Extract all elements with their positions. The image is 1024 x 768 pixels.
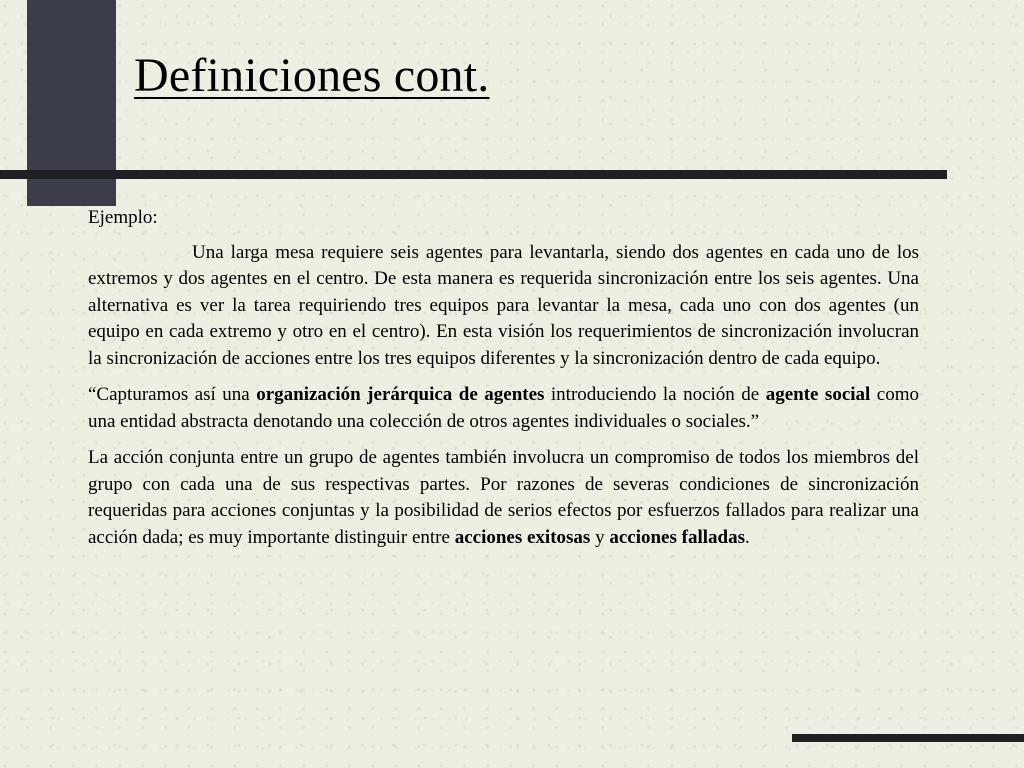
quote-bold-hierarchical-org: organización jerárquica de agentes (256, 384, 545, 405)
joint-bold-successful-actions: acciones exitosas (454, 526, 591, 548)
decorative-bottom-bar (792, 734, 1024, 742)
quote-text-2: introduciendo la noción de (544, 384, 766, 405)
decorative-top-bar (0, 170, 947, 179)
joint-text-3: . (744, 526, 750, 548)
quote-paragraph (88, 382, 919, 435)
quote-text-3: como una entidad abstracta denotando una colección de otros agentes individuales o sociales.” (88, 384, 919, 432)
joint-bold-failed-actions: acciones falladas (609, 526, 745, 548)
joint-text-2: y (590, 526, 610, 548)
slide-title: Definiciones cont. (134, 49, 490, 102)
joint-action-paragraph (88, 445, 919, 551)
slide-content (88, 205, 919, 551)
example-paragraph: Una larga mesa requiere seis agentes para levantarla, siendo dos agentes en cada uno de los extremos y dos agentes en el centro. De esta manera es requerida sincronización entre los seis agentes. Una alternativa es ver la tarea requiriendo tres equipos para levantar la mesa, cada uno con dos agentes (un equipo en cada extremo y otro en el centro). En esta visión los requerimientos de sincronización involucran la sincronización de acciones entre los tres equipos diferentes y la sincronización dentro de cada equipo. (88, 241, 919, 369)
example-label: Ejemplo: (88, 207, 158, 228)
joint-text-1: La acción conjunta entre un grupo de agentes también involucra un compromiso de todos los miembros del grupo con cada una de sus respectivas partes. Por razones de severas condiciones de sincronización requeridas para acciones conjuntas y la posibilidad de serios efectos por esfuerzos fallados para realizar una acción dada; es muy importante distinguir entre (88, 447, 919, 548)
quote-bold-social-agent: agente social (765, 384, 871, 405)
quote-text-1: “Capturamos así una (88, 384, 257, 405)
